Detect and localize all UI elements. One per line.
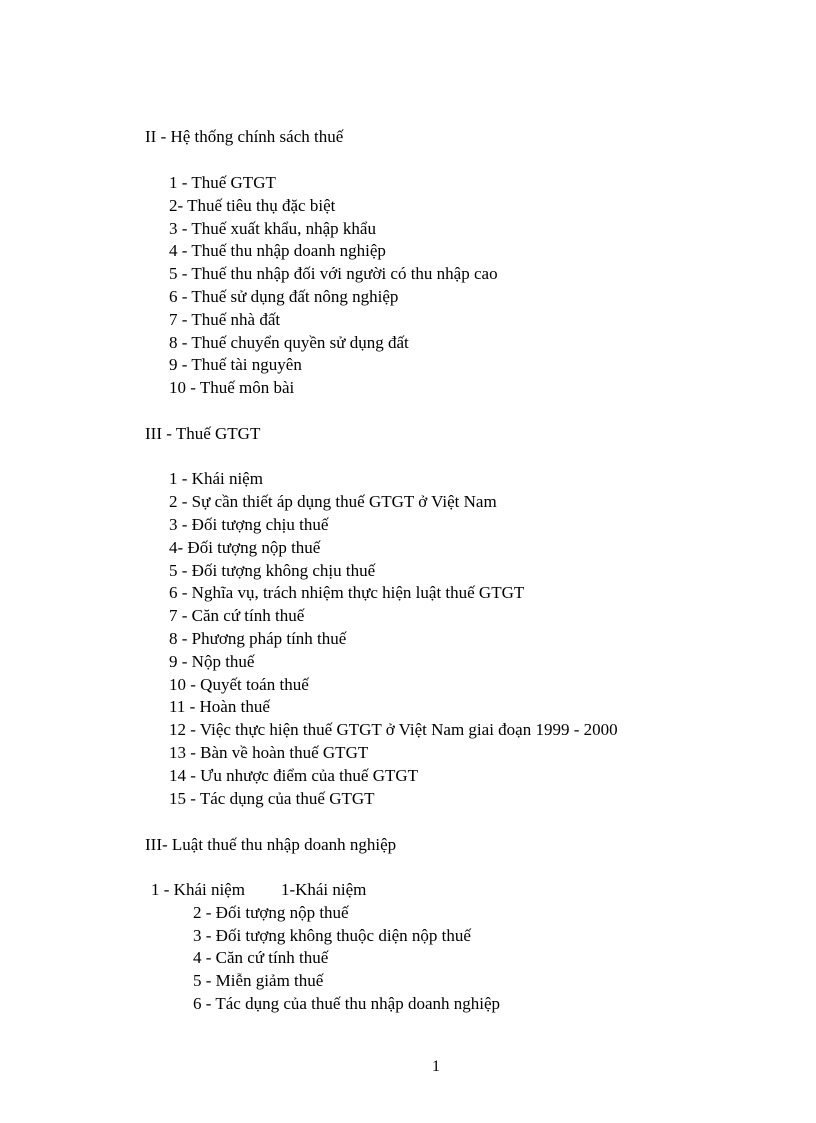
list-item: 3 - Thuế xuất khẩu, nhập khẩu	[169, 219, 376, 238]
list-item: 3 - Đối tượng không thuộc diện nộp thuế	[193, 926, 471, 945]
list-item: 5 - Đối tượng không chịu thuế	[169, 561, 376, 580]
list-item: 2 - Sự cần thiết áp dụng thuế GTGT ở Việt Nam	[169, 492, 497, 511]
list-item: 8 - Thuế chuyển quyền sử dụng đất	[169, 333, 409, 352]
section-heading-tax-policy: II - Hệ thống chính sách thuế	[145, 127, 344, 146]
list-item: 11 - Hoàn thuế	[169, 697, 270, 716]
list-item: 10 - Thuế môn bài	[169, 378, 295, 397]
list-item: 1 - Thuế GTGT	[169, 173, 276, 192]
list-item-first-row	[151, 880, 366, 900]
list-item: 8 - Phương pháp tính thuế	[169, 629, 347, 648]
list-item: 14 - Ưu nhược điểm của thuế GTGT	[169, 766, 419, 785]
list-item: 12 - Việc thực hiện thuế GTGT ở Việt Nam giai đoạn 1999 - 2000	[169, 720, 618, 739]
list-item: 9 - Thuế tài nguyên	[169, 355, 302, 374]
list-item: 6 - Thuế sử dụng đất nông nghiệp	[169, 287, 399, 306]
list-item: 5 - Miễn giảm thuế	[193, 971, 324, 990]
list-item: 13 - Bàn về hoàn thuế GTGT	[169, 743, 369, 762]
list-item: 4- Đối tượng nộp thuế	[169, 538, 321, 557]
list-item: 4 - Thuế thu nhập doanh nghiệp	[169, 241, 386, 260]
page-number: 1	[432, 1058, 440, 1075]
list-item: 10 - Quyết toán thuế	[169, 675, 309, 694]
list-item: 9 - Nộp thuế	[169, 652, 255, 671]
list-item: 15 - Tác dụng của thuế GTGT	[169, 789, 375, 808]
list-item-label-a: 1 - Khái niệm	[151, 880, 245, 899]
list-item: 1 - Khái niệm	[169, 469, 263, 488]
section-heading-vat: III - Thuế GTGT	[145, 424, 261, 443]
list-item: 6 - Nghĩa vụ, trách nhiệm thực hiện luật thuế GTGT	[169, 583, 525, 602]
list-item-label-b: 1-Khái niệm	[280, 880, 367, 899]
list-item: 5 - Thuế thu nhập đối với người có thu nhập cao	[169, 264, 498, 283]
list-item: 6 - Tác dụng của thuế thu nhập doanh nghiệp	[193, 994, 501, 1013]
list-item: 4 - Căn cứ tính thuế	[193, 948, 329, 967]
list-item: 7 - Thuế nhà đất	[169, 310, 281, 329]
list-item: 7 - Căn cứ tính thuế	[169, 606, 305, 625]
section-heading-corporate-income-tax: III- Luật thuế thu nhập doanh nghiệp	[145, 835, 397, 854]
list-item: 2 - Đối tượng nộp thuế	[193, 903, 349, 922]
list-item: 2- Thuế tiêu thụ đặc biệt	[169, 196, 336, 215]
list-item: 3 - Đối tượng chịu thuế	[169, 515, 329, 534]
